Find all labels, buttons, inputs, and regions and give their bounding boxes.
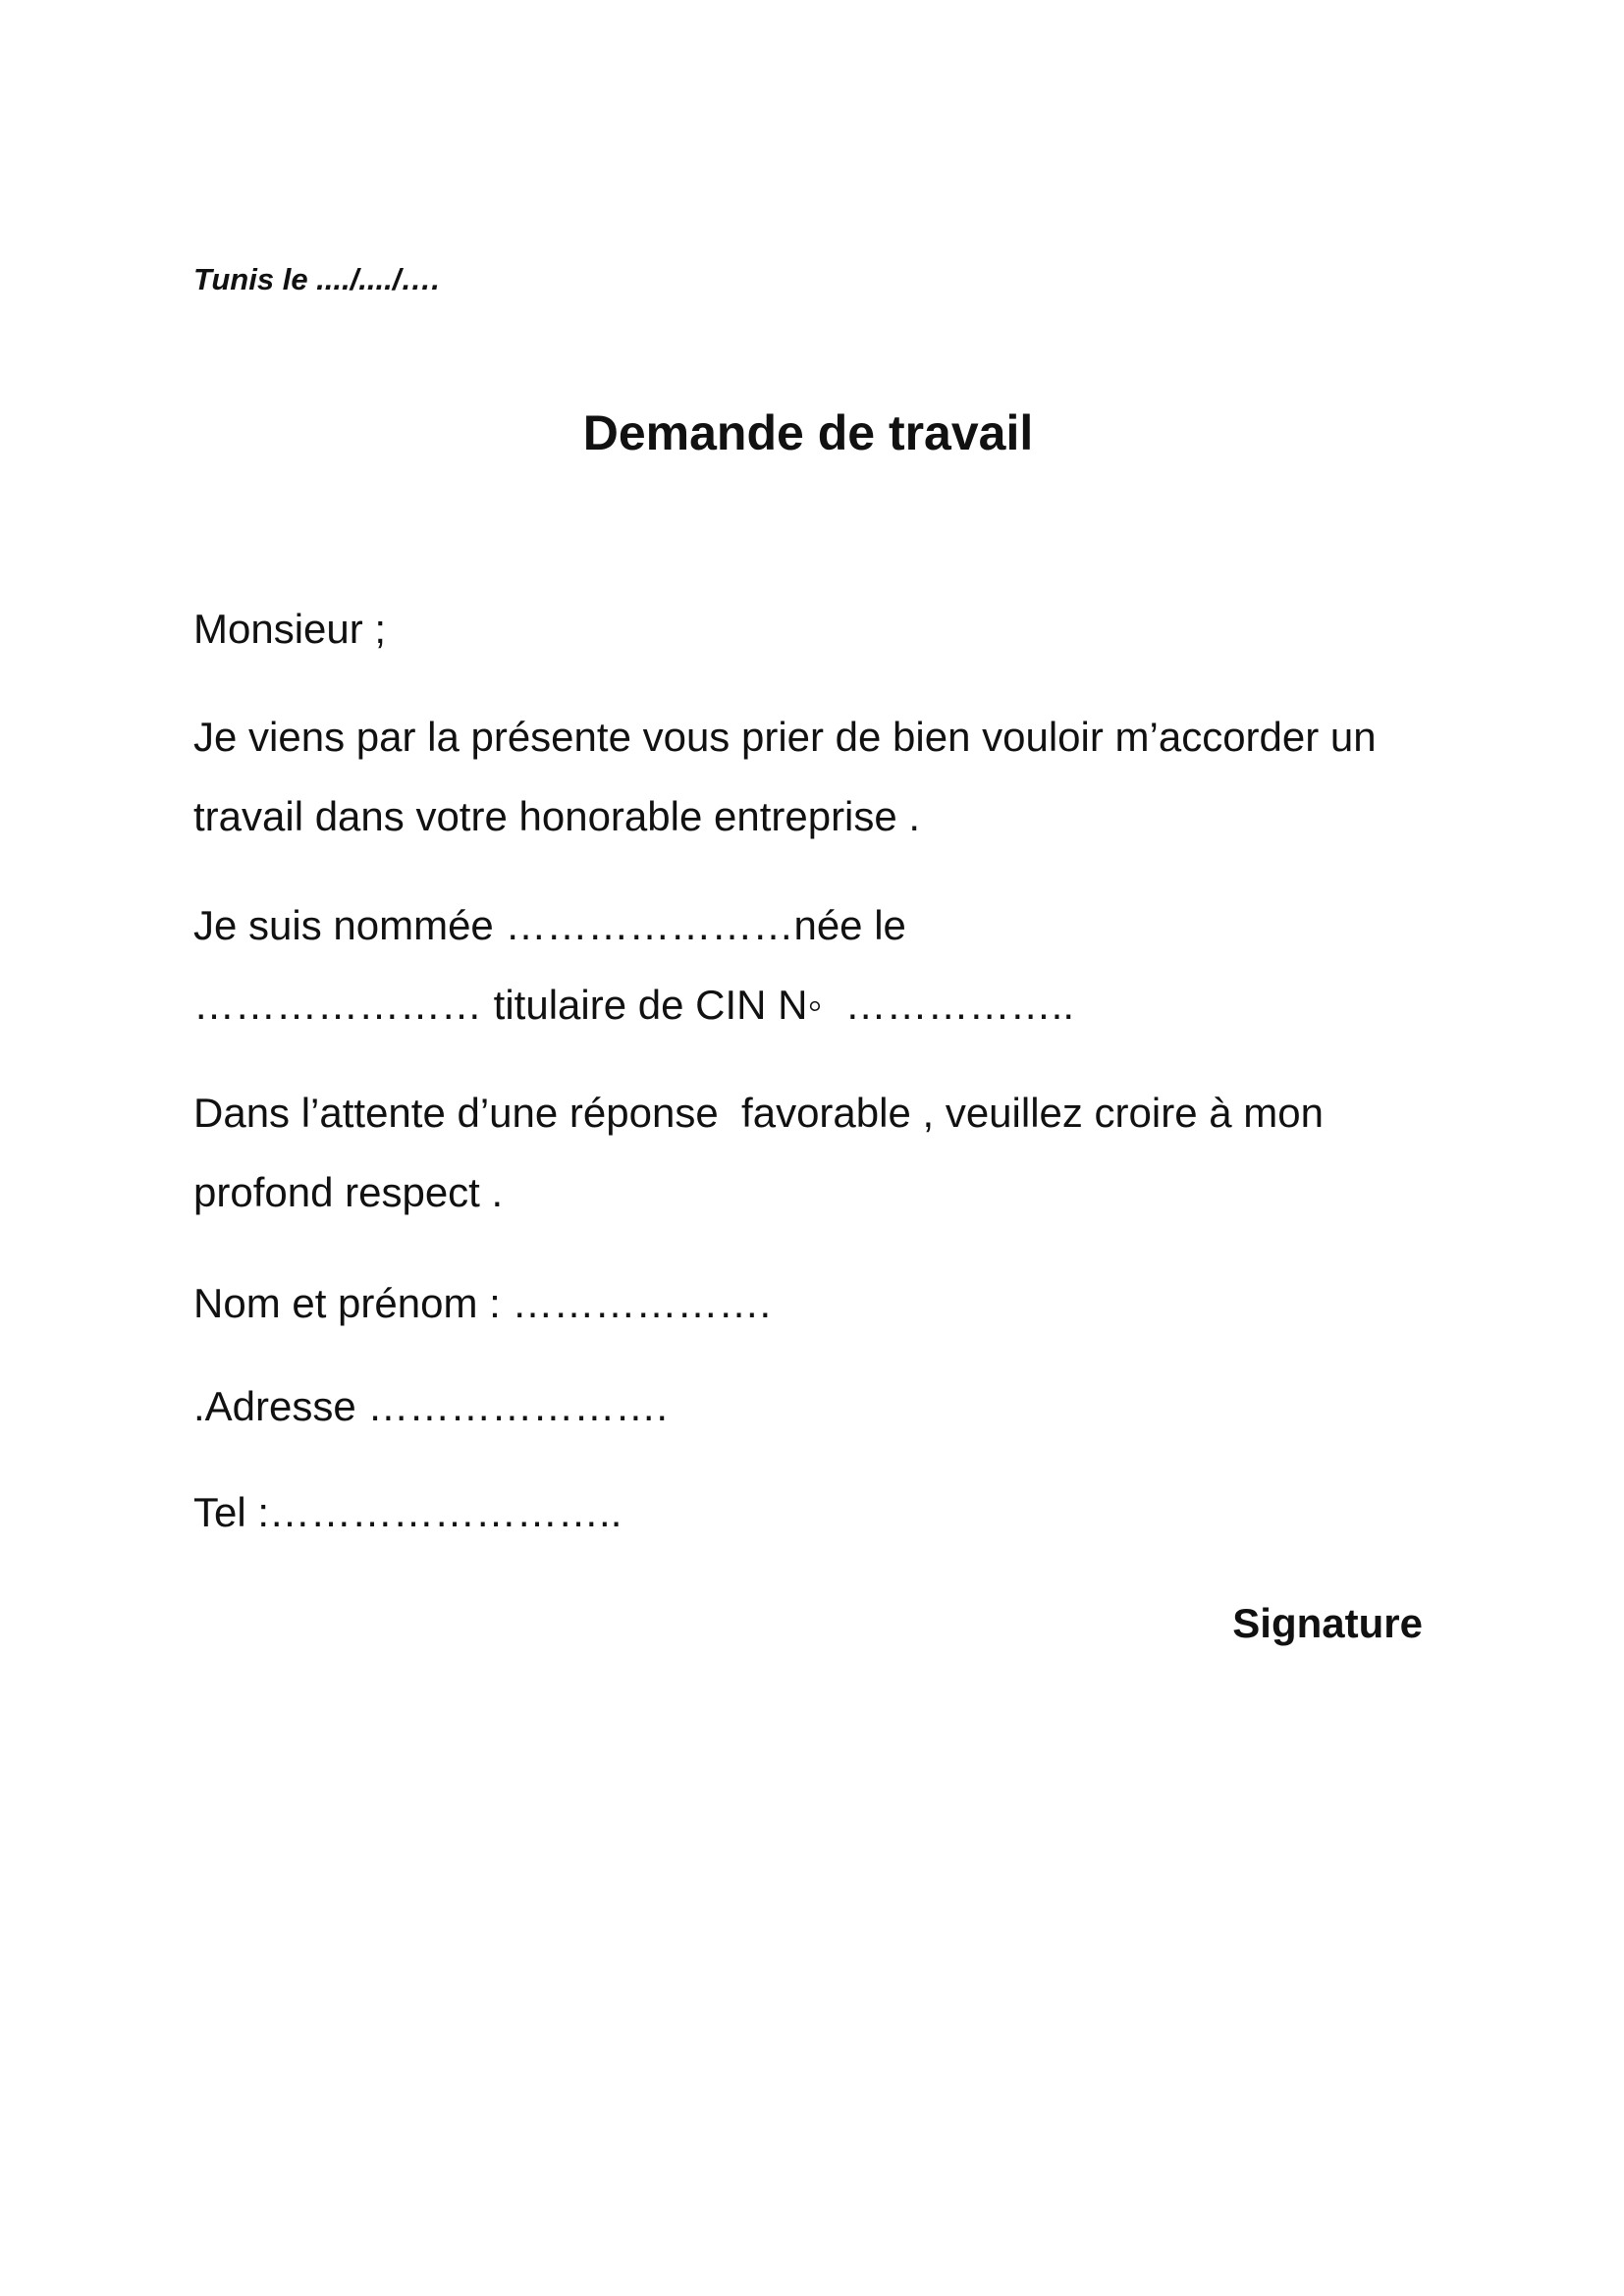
address-field-line — [193, 1366, 1423, 1446]
page-title: Demande de travail — [582, 405, 1034, 460]
name-field-text: Nom et prénom : ………………. — [193, 1280, 772, 1326]
salutation-line — [193, 589, 1423, 668]
closing-paragraph-line-1: Dans l’attente d’une réponse favorable , veuillez croire à mon — [193, 1090, 1324, 1136]
date-line: Tunis le ..../..../…. — [193, 262, 440, 296]
name-field-line — [193, 1263, 1423, 1343]
identity-paragraph-line-1: Je suis nommée …………………née le — [193, 902, 906, 948]
identity-paragraph-line-2: ………………… titulaire de CIN N◦ …………….. — [193, 982, 1075, 1028]
address-field-text: .Adresse …………………. — [193, 1383, 669, 1429]
signature-label: Signature — [1232, 1600, 1423, 1646]
tel-field-line — [193, 1472, 1423, 1552]
closing-paragraph — [193, 1073, 1423, 1232]
request-paragraph-line-1: Je viens par la présente vous prier de bien vouloir m’accorder un — [193, 714, 1377, 760]
identity-paragraph — [193, 885, 1423, 1044]
tel-field-text: Tel :…………………….. — [193, 1489, 623, 1535]
request-paragraph-line-2: travail dans votre honorable entreprise . — [193, 793, 921, 839]
salutation-text: Monsieur ; — [193, 606, 387, 652]
closing-paragraph-line-2: profond respect . — [193, 1169, 504, 1215]
request-paragraph — [193, 697, 1423, 856]
